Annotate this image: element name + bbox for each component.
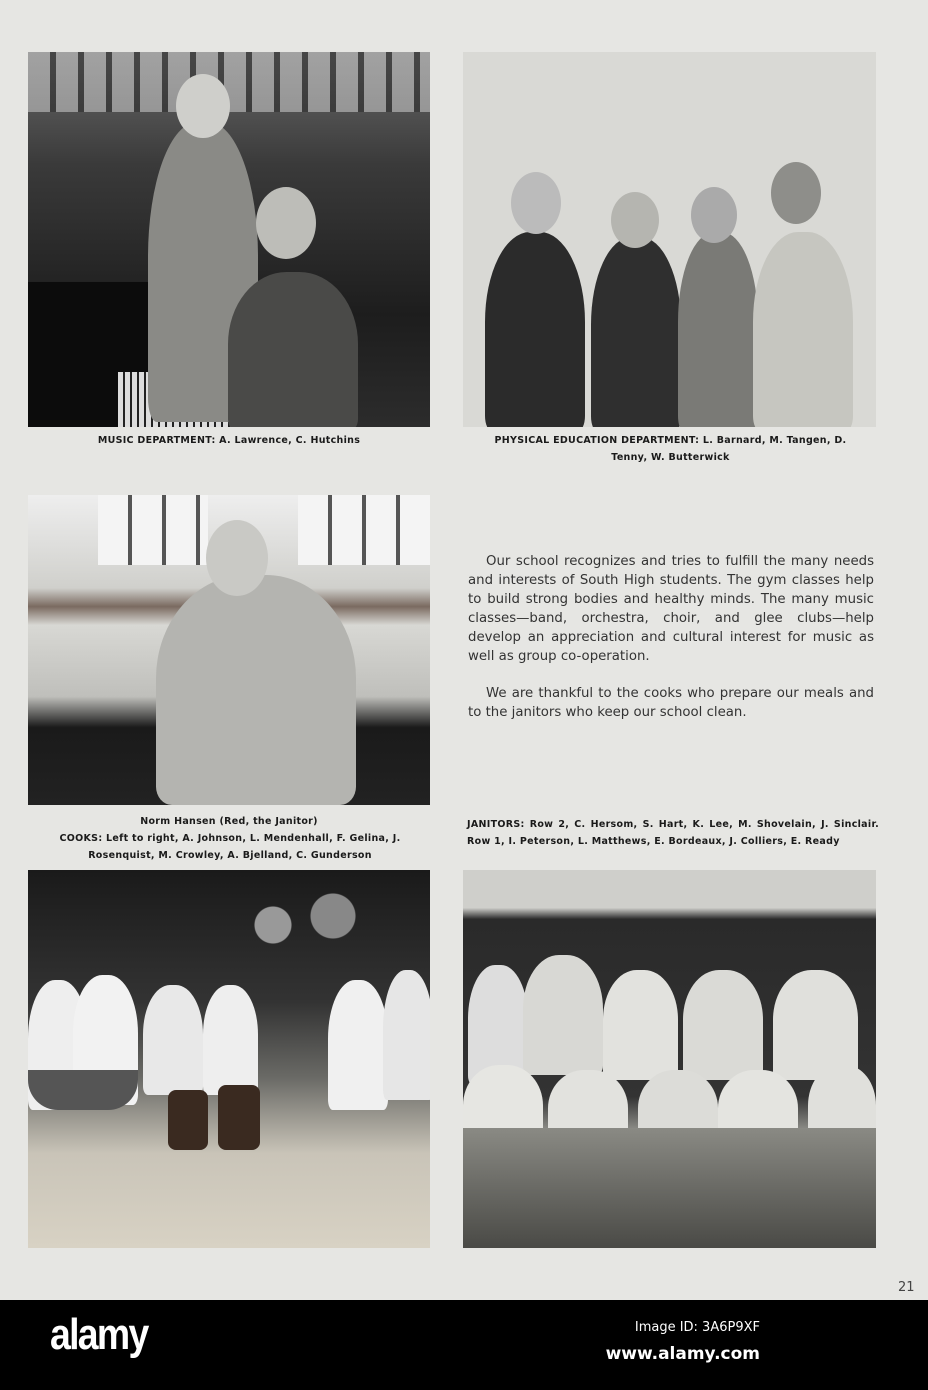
- body-paragraph-1: Our school recognizes and tries to fulfill the many needs and interests of South High students. The gym classes help to build strong bodies and healthy minds. The many music classes—band, orchestra, choir, and glee clubs—help develop an appreciation and cultural interest for music as well as group co-operation.: [468, 554, 874, 664]
- body-paragraph-2: We are thankful to the cooks who prepare our meals and to the janitors who keep our school clean.: [468, 686, 874, 720]
- body-text: [468, 552, 874, 740]
- janitor-photo: [28, 495, 430, 805]
- janitors-caption: JANITORS: Row 2, C. Hersom, S. Hart, K. Lee, M. Shovelain, J. Sinclair. Row 1, I. Peterson, L. Matthews, E. Bordeaux, J. Colliers, E. Ready: [467, 819, 879, 847]
- janitors-photo: [463, 870, 876, 1248]
- music-department-caption: MUSIC DEPARTMENT: A. Lawrence, C. Hutchins: [97, 435, 361, 446]
- physical-education-caption: PHYSICAL EDUCATION DEPARTMENT: L. Barnard, M. Tangen, D. Tenny, W. Butterwick: [494, 435, 847, 463]
- janitor-caption: Norm Hansen (Red, the Janitor): [140, 816, 318, 827]
- watermark-footer: [0, 1300, 928, 1390]
- page-number: 21: [898, 1280, 915, 1295]
- site-url: www.alamy.com: [605, 1344, 760, 1364]
- physical-education-photo: [463, 52, 876, 427]
- music-department-photo: [28, 52, 430, 427]
- image-id: Image ID: 3A6P9XF: [634, 1320, 760, 1335]
- cooks-caption: COOKS: Left to right, A. Johnson, L. Mendenhall, F. Gelina, J. Rosenquist, M. Crowley, A. Bjelland, C. Gunderson: [59, 833, 401, 861]
- alamy-logo: alamy: [50, 1310, 148, 1359]
- cooks-photo: [28, 870, 430, 1248]
